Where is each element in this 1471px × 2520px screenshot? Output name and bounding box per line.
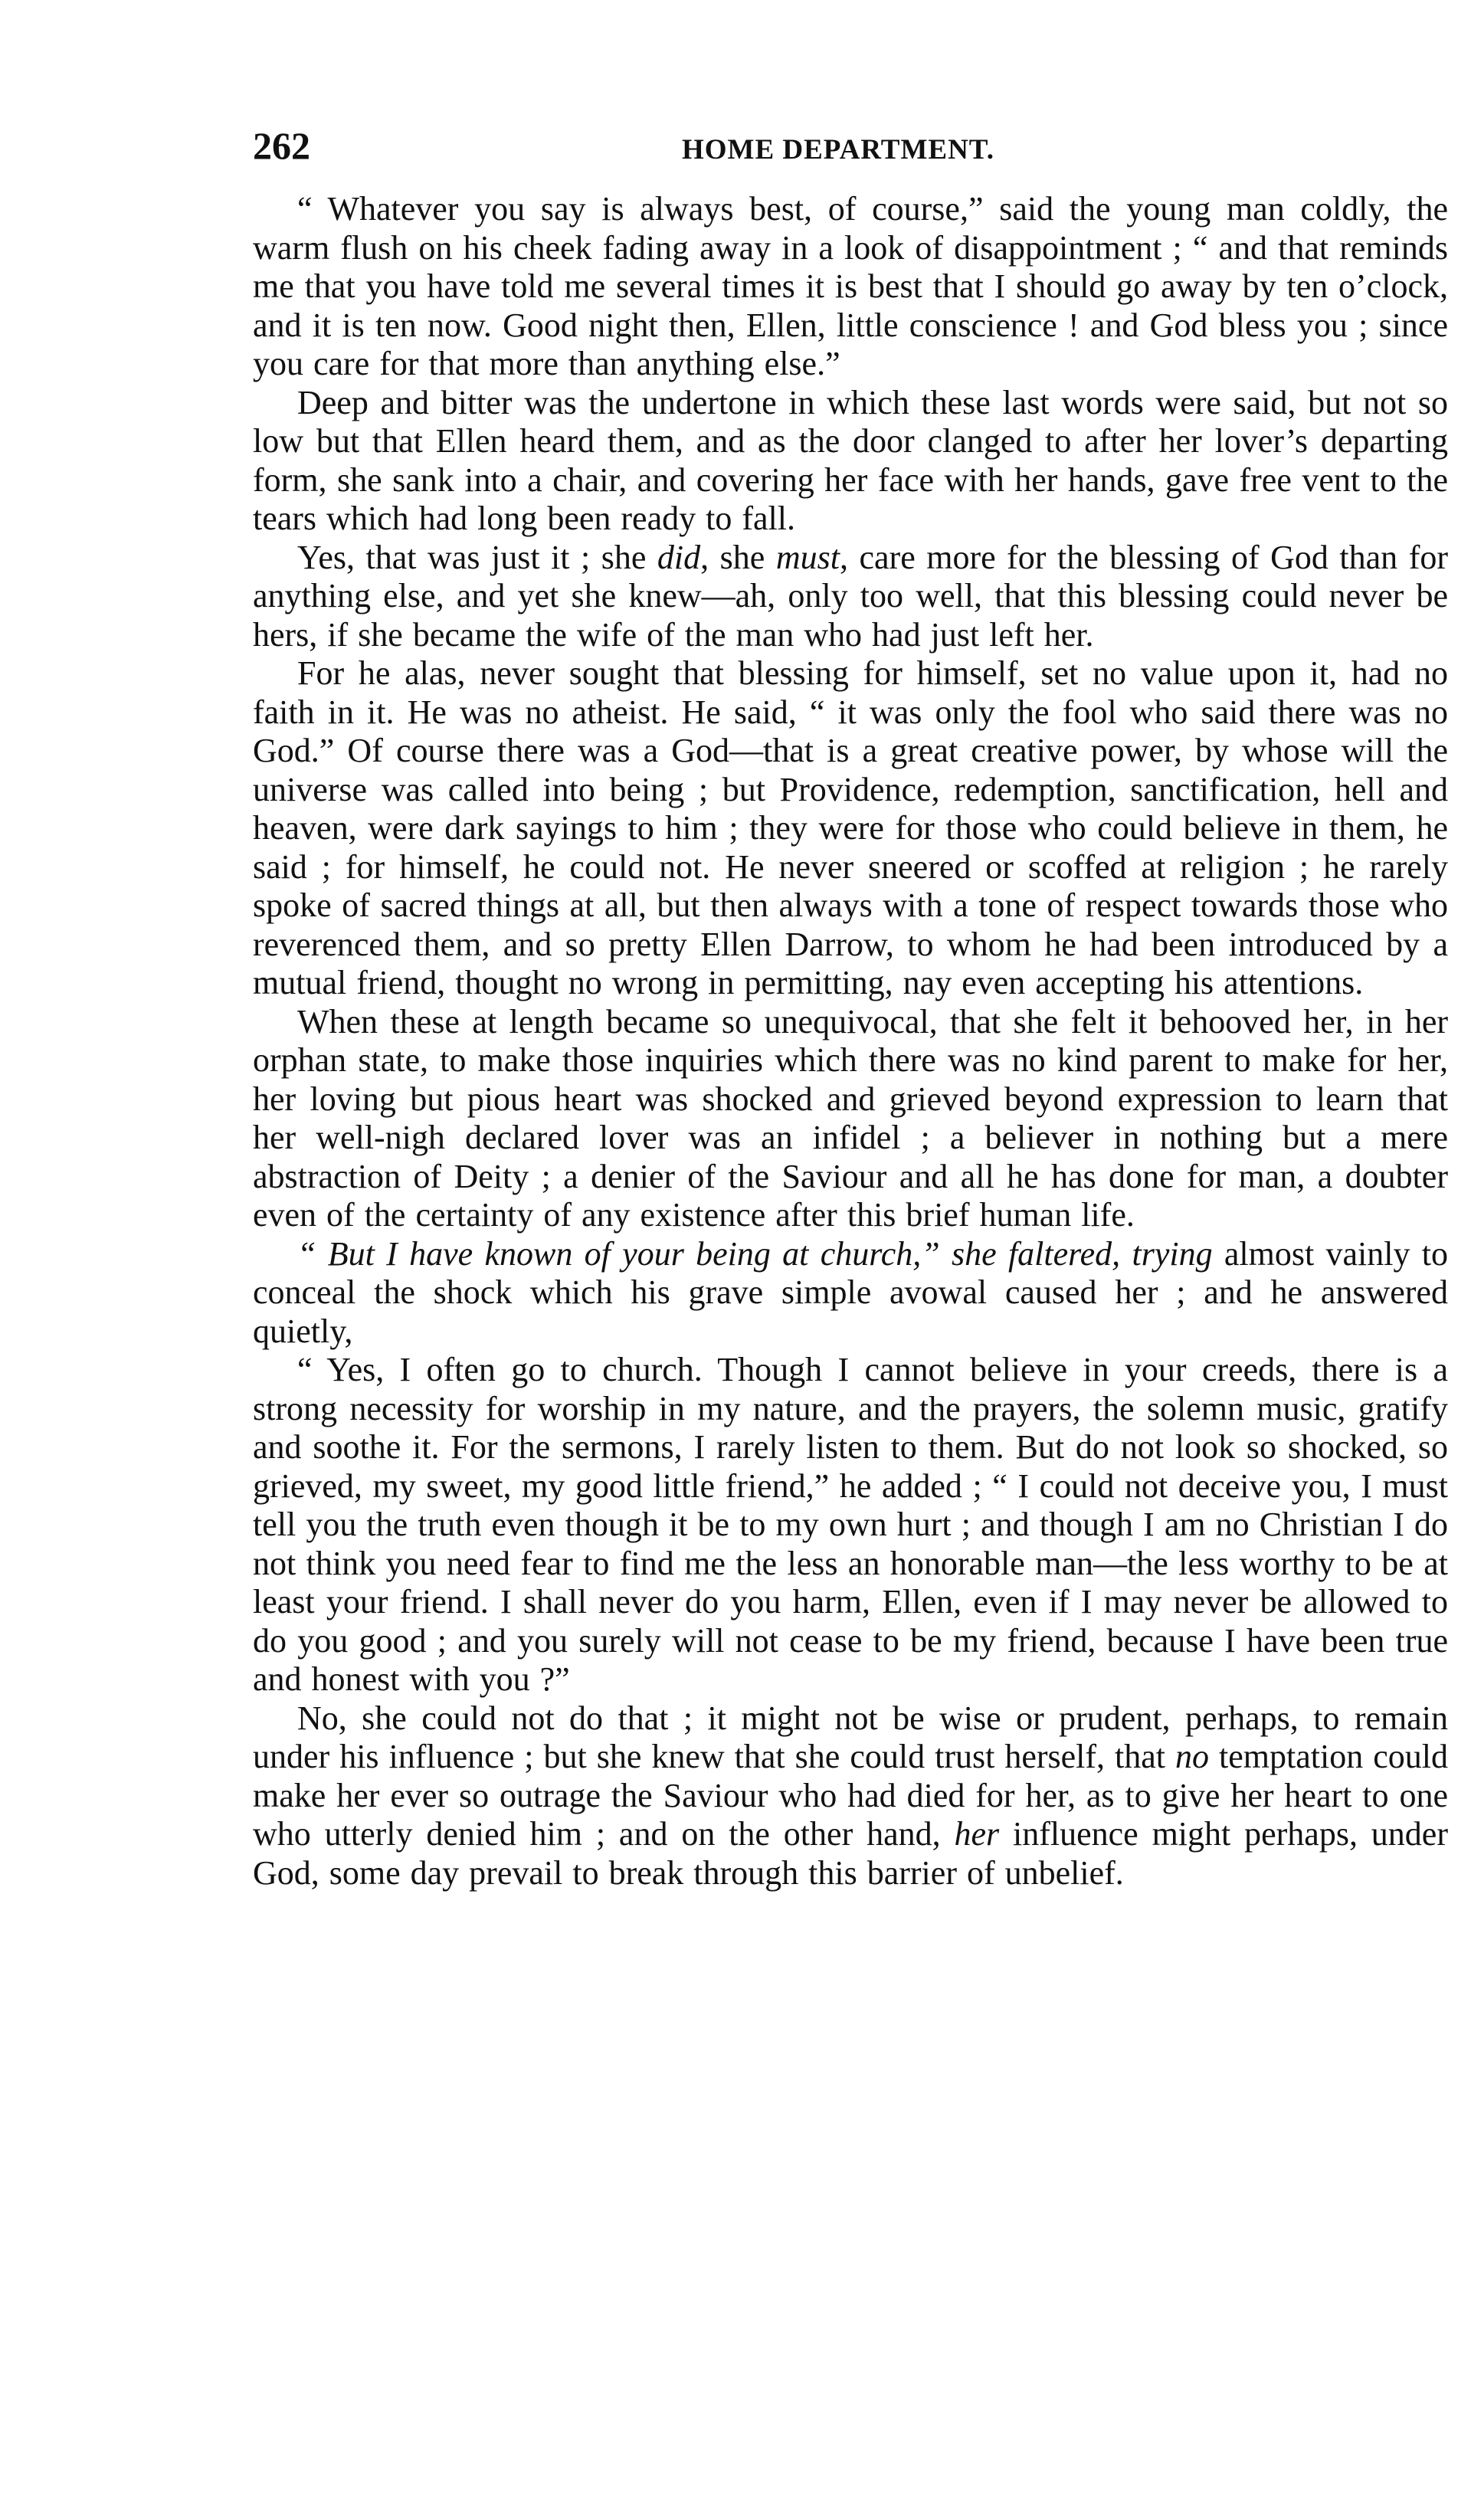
emphasis-did: did xyxy=(657,538,701,576)
paragraph-3-text-a: Yes, that was just it ; she xyxy=(297,538,657,576)
paragraph-8-text-c: temptation could make her ever so outrage the Saviour who had died for her, as to give her heart to one who utterly denied him ; and on the other hand, xyxy=(253,1738,1448,1853)
paragraph-7: “ Yes, I often go to church. Though I cannot believe in your creeds, there is a strong necessity for worship in my nature, and the prayers, the solemn music, gratify and soothe it. For the sermons, I rarely listen to them. But do not look so shocked, so grieved, my sweet, my good little friend,” he added ; “ I could not deceive you, I must tell you the truth even though it be to my own hurt ; and though I am no Christian I do not think you need fear to find me the less an honorable man—the less worthy to be at least your friend. I shall never do you harm, Ellen, even if I may never be allowed to do you good ; and you surely will not cease to be my friend, because I have been true and honest with you ?” xyxy=(253,1351,1448,1698)
paragraph-2: Deep and bitter was the undertone in which these last words were said, but not so low but that Ellen heard them, and as the door clanged to after her lover’s departing form, she sank into a chair, and covering her face with her hands, gave free vent to the tears which had long been ready to fall. xyxy=(253,383,1448,537)
paragraph-5: When these at length became so unequivocal, that she felt it behooved her, in her orphan state, to make those inquiries which there was no kind parent to make for her, her loving but pious heart was shocked and grieved beyond expression to learn that her well-nigh declared lover was an infidel ; a believer in nothing but a mere abstraction of Deity ; a denier of the Saviour and all he has done for man, a doubter even of the certainty of any existence after this brief human life. xyxy=(253,1002,1448,1234)
running-header xyxy=(253,115,1448,176)
paragraph-3 xyxy=(253,539,1448,655)
paragraph-4: For he alas, never sought that blessing for himself, set no value upon it, had no faith in it. He was no atheist. He said, “ it was only the fool who said there was no God.” Of course there was a God—that is a great creative power, by whose will the universe was called into being ; but Providence, redemption, sanctification, hell and heaven, were dark sayings to him ; they were for those who could believe in them, he said ; for himself, he could not. He never sneered or scoffed at religion ; he rarely spoke of sacred things at all, but then always with a tone of respect towards those who reverenced them, and so pretty Ellen Darrow, to whom he had been introduced by a mutual friend, thought no wrong in permitting, nay even accepting his attentions. xyxy=(253,654,1448,1001)
page-number: 262 xyxy=(253,124,310,167)
emphasis-must: must xyxy=(775,538,840,576)
paragraph-6-quote: “ But I have known of your being at church,” she faltered, trying xyxy=(297,1234,1213,1273)
paragraph-8-text-a: No, she could not do that ; it might not be wise or prudent, perhaps, to remain under his influence ; but she knew that she could trust herself, that xyxy=(253,1699,1448,1775)
paragraph-8 xyxy=(253,1699,1448,1893)
emphasis-no: no xyxy=(1175,1738,1210,1775)
emphasis-her: her xyxy=(954,1815,1000,1853)
paragraph-3-text-e: , care more for the blessing of God than for anything else, and yet she knew—ah, only too well, that this blessing could never be hers, if she became the wife of the man who had just left her. xyxy=(253,538,1449,654)
paragraph-3-text-c: , she xyxy=(700,538,776,576)
paragraph-8-text-e: influence might perhaps, under God, some day prevail to break through this barrier of unbelief. xyxy=(253,1815,1448,1892)
running-title: HOME DEPARTMENT. xyxy=(682,134,994,165)
paragraph-6 xyxy=(253,1235,1448,1352)
body-text xyxy=(253,190,1448,1892)
paragraph-1: “ Whatever you say is always best, of course,” said the young man coldly, the warm flush on his cheek fading away in a look of disappointment ; “ and that reminds me that you have told me several times it is best that I should go away by ten o’clock, and it is ten now. Good night then, Ellen, little conscience ! and God bless you ; since you care for that more than anything else.” xyxy=(253,190,1448,382)
paragraph-6-text-b: almost vainly to conceal the shock which his grave simple avowal caused her ; and he answered quietly, xyxy=(253,1234,1448,1350)
